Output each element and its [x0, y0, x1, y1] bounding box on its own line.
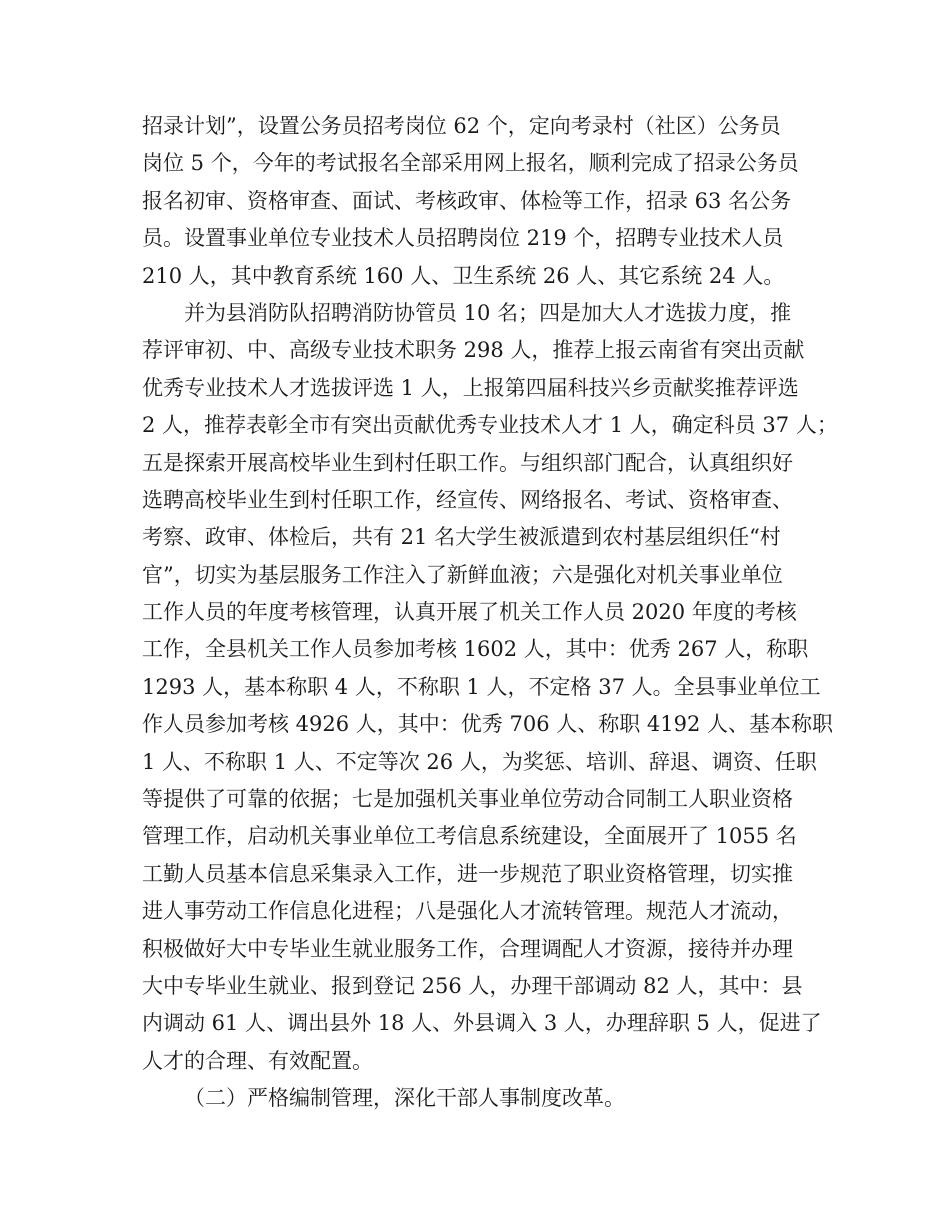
text-line: 1293 人，基本称职 4 人，不称职 1 人，不定格 37 人。全县事业单位工	[142, 674, 821, 699]
paragraph-start-line: 并为县消防队招聘消防协管员 10 名；四是加大人才选拔力度，推	[184, 300, 792, 325]
text-line: 内调动 61 人、调出县外 18 人、外县调入 3 人，办理辞职 5 人，促进了	[142, 1011, 822, 1036]
text-line: 2 人，推荐表彰全市有突出贡献优秀专业技术人才 1 人，确定科员 37 人；	[142, 413, 838, 438]
text-line: 大中专毕业生就业、报到登记 256 人，办理干部调动 82 人，其中：县	[142, 973, 803, 998]
text-line: 五是探索开展高校毕业生到村任职工作。与组织部门配合，认真组织好	[142, 450, 793, 475]
text-line: 人才的合理、有效配置。	[142, 1048, 373, 1073]
text-line: 报名初审、资格审查、面试、考核政审、体检等工作，招录 63 名公务	[142, 188, 792, 213]
text-line: 1 人、不称职 1 人、不定等次 26 人，为奖惩、培训、辞退、调资、任职	[142, 749, 817, 774]
text-line: 作人员参加考核 4926 人，其中：优秀 706 人、称职 4192 人、基本称职	[142, 712, 834, 737]
text-line: 优秀专业技术人才选拔评选 1 人，上报第四届科技兴乡贡献奖推荐评选	[142, 375, 799, 400]
text-line: 选聘高校毕业生到村任职工作，经宣传、网络报名、考试、资格审查、	[142, 487, 793, 512]
text-line: 荐评审初、中、高级专业技术职务 298 人，推荐上报云南省有突出贡献	[142, 338, 805, 363]
text-line: 考察、政审、体检后，共有 21 名大学生被派遣到农村基层组织任“村	[142, 525, 781, 550]
text-line: 官”，切实为基层服务工作注入了新鲜血液；六是强化对机关事业单位	[142, 562, 783, 587]
text-line: 等提供了可靠的依据；七是加强机关事业单位劳动合同制工人职业资格	[142, 787, 793, 812]
text-line: 招录计划”，设置公务员招考岗位 62 个，定向考录村（社区）公务员	[142, 114, 781, 138]
text-line: 210 人，其中教育系统 160 人、卫生系统 26 人、其它系统 24 人。	[142, 263, 785, 288]
text-line: 工勤人员基本信息采集录入工作，进一步规范了职业资格管理，切实推	[142, 861, 793, 886]
text-line: 进人事劳动工作信息化进程；八是强化人才流转管理。规范人才流动，	[142, 899, 793, 924]
text-line: 工作，全县机关工作人员参加考核 1602 人，其中：优秀 267 人，称职	[142, 637, 809, 662]
text-line: 员。设置事业单位专业技术人员招聘岗位 219 个，招聘专业技术人员	[142, 226, 784, 251]
text-line: 积极做好大中专毕业生就业服务工作，合理调配人才资源，接待并办理	[142, 936, 793, 961]
text-line: 岗位 5 个，今年的考试报名全部采用网上报名，顺利完成了招录公务员	[142, 151, 799, 176]
text-line: 工作人员的年度考核管理，认真开展了机关工作人员 2020 年度的考核	[142, 600, 797, 625]
text-line: 管理工作，启动机关事业单位工考信息系统建设，全面展开了 1055 名	[142, 824, 797, 849]
section-heading: （二）严格编制管理，深化干部人事制度改革。	[184, 1086, 625, 1111]
body-text	[142, 108, 838, 1118]
